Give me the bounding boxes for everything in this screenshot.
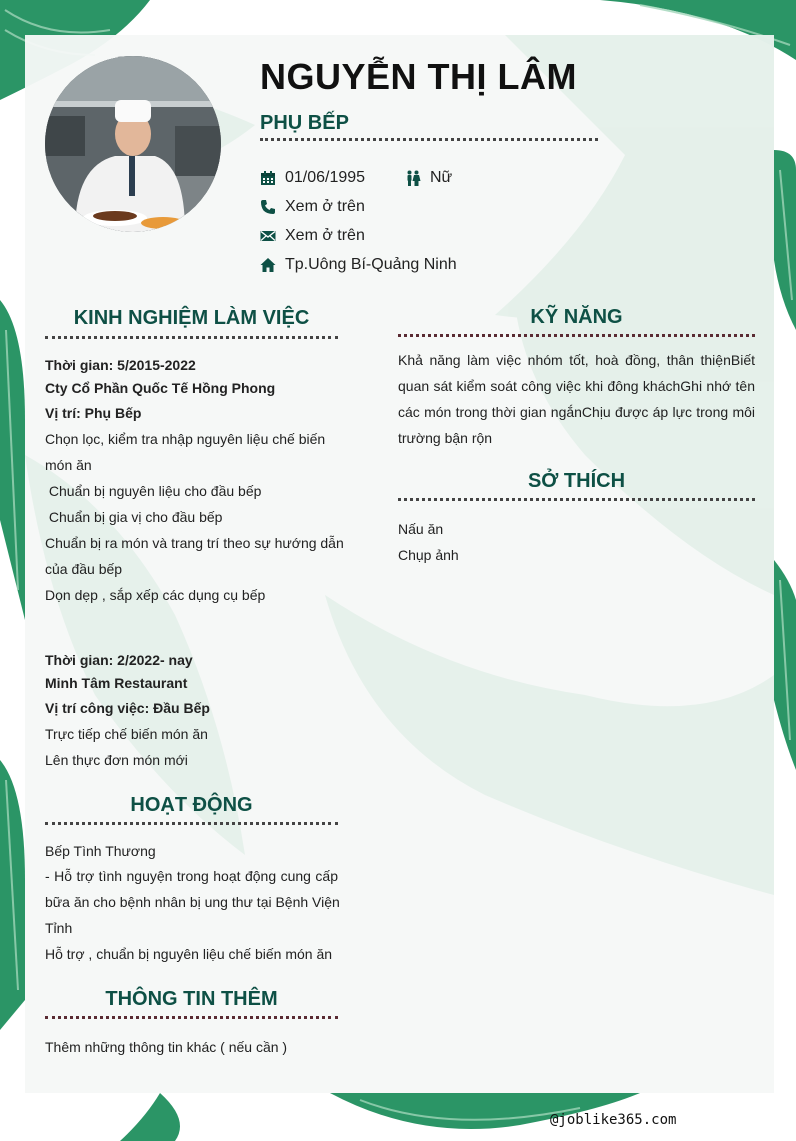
job1-line: Dọn dẹp , sắp xếp các dụng cụ bếp (45, 587, 266, 603)
birthday-row (260, 167, 365, 189)
address-row (260, 254, 457, 276)
skills-divider (398, 334, 755, 337)
phone-text: Xem ở trên (285, 198, 365, 215)
chef-portrait-image (45, 56, 221, 232)
footer-watermark: @joblike365.com (550, 1112, 677, 1128)
experience-divider (45, 336, 338, 339)
activities-title: HOẠT ĐỘNG (130, 794, 253, 816)
address-text: Tp.Uông Bí-Quảng Ninh (285, 256, 457, 273)
job1-company: Cty Cổ Phần Quốc Tế Hồng Phong (45, 380, 276, 396)
role-divider (260, 138, 598, 141)
activity-line: Tỉnh (45, 920, 73, 936)
job1-line: Chuẩn bị nguyên liệu cho đầu bếp (45, 483, 262, 499)
gender-row (405, 167, 452, 189)
experience-title: KINH NGHIỆM LÀM VIỆC (73, 307, 310, 329)
hobbies-divider (398, 498, 755, 501)
hobby-item: Nấu ăn (398, 521, 444, 537)
extra-info-divider (45, 1016, 338, 1019)
hobbies-title: SỞ THÍCH (527, 470, 626, 492)
activity-line: Bếp Tình Thương (45, 843, 156, 859)
job1-line: món ăn (45, 457, 92, 473)
activity-line: - Hỗ trợ tình nguyện trong hoạt động cung cấp (45, 868, 338, 884)
job1-line: của đầu bếp (45, 561, 123, 577)
job-role: PHỤ BẾP (260, 112, 349, 134)
candidate-name: NGUYỄN THỊ LÂM (260, 56, 577, 97)
home-icon (260, 257, 276, 273)
gender-icon (405, 170, 421, 186)
activities-divider (45, 822, 338, 825)
extra-info-text: Thêm những thông tin khác ( nếu cần ) (45, 1039, 288, 1055)
job1-line: Chọn lọc, kiểm tra nhập nguyên liệu chế biến (45, 431, 326, 447)
profile-photo (45, 56, 221, 232)
extra-info-title: THÔNG TIN THÊM (105, 988, 278, 1010)
activity-line: bữa ăn cho bệnh nhân bị ung thư tại Bệnh Viện (45, 894, 340, 910)
job2-line: Lên thực đơn món mới (45, 752, 188, 768)
skills-text: Khả năng làm việc nhóm tốt, hoà đồng, thân thiệnBiết quan sát kiểm soát công việc khi đông kháchGhi nhớ tên các món trong thời gian ngắnChịu được áp lực trong môi trường bận rộn (398, 352, 755, 446)
job2-line: Trực tiếp chế biến món ăn (45, 726, 208, 742)
gender-text: Nữ (430, 169, 453, 186)
job1-line: Chuẩn bị gia vị cho đầu bếp (45, 509, 223, 525)
email-icon (260, 228, 276, 244)
hobby-item: Chụp ảnh (398, 547, 459, 563)
job1-time: Thời gian: 5/2015-2022 (45, 357, 196, 373)
activity-line: Hỗ trợ , chuẩn bị nguyên liệu chế biến món ăn (45, 946, 333, 962)
job1-position: Vị trí: Phụ Bếp (45, 405, 142, 421)
job2-time: Thời gian: 2/2022- nay (45, 652, 193, 668)
phone-icon (260, 199, 276, 215)
job2-position: Vị trí công việc: Đầu Bếp (45, 700, 210, 716)
skills-title: KỸ NĂNG (530, 306, 623, 328)
phone-row (260, 196, 365, 218)
calendar-icon (260, 170, 276, 186)
email-text: Xem ở trên (285, 227, 365, 244)
email-row (260, 225, 365, 247)
job1-line: Chuẩn bị ra món và trang trí theo sự hướng dẫn (45, 535, 344, 551)
job2-company: Minh Tâm Restaurant (45, 675, 188, 691)
birthday-text: 01/06/1995 (285, 169, 366, 186)
